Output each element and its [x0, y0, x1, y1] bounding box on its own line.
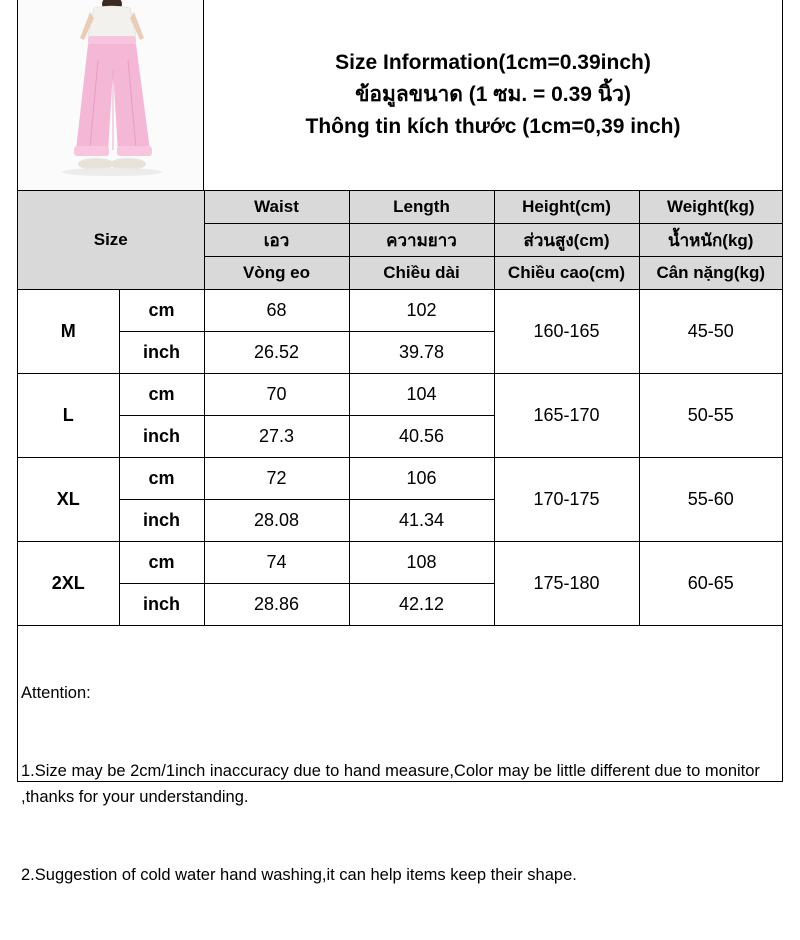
waist-cm: 72	[204, 458, 349, 500]
unit-label: cm	[119, 542, 204, 584]
length-inch: 39.78	[349, 332, 494, 374]
height-range: 170-175	[494, 458, 639, 542]
length-inch: 42.12	[349, 584, 494, 626]
size-label: M	[18, 290, 119, 374]
size-chart-sheet	[17, 0, 783, 884]
size-column-header: Size	[18, 191, 204, 290]
notes-heading: Attention:	[21, 684, 91, 702]
table-row	[18, 374, 782, 416]
waist-inch: 26.52	[204, 332, 349, 374]
col-waist-en: Waist	[204, 191, 349, 224]
attention-notes	[21, 628, 779, 940]
waist-cm: 74	[204, 542, 349, 584]
unit-label: inch	[119, 416, 204, 458]
size-info-title	[204, 0, 782, 190]
unit-label: cm	[119, 458, 204, 500]
weight-range: 60-65	[639, 542, 782, 626]
length-cm: 102	[349, 290, 494, 332]
col-waist-th: เอว	[204, 224, 349, 257]
col-weight-en: Weight(kg)	[639, 191, 782, 224]
height-range: 175-180	[494, 542, 639, 626]
size-table	[18, 190, 782, 626]
size-label: L	[18, 374, 119, 458]
col-height-en: Height(cm)	[494, 191, 639, 224]
weight-range: 55-60	[639, 458, 782, 542]
size-label: XL	[18, 458, 119, 542]
col-height-vi: Chiều cao(cm)	[494, 257, 639, 290]
length-cm: 108	[349, 542, 494, 584]
unit-label: inch	[119, 500, 204, 542]
weight-range: 50-55	[639, 374, 782, 458]
title-vietnamese: Thông tin kích thước (1cm=0,39 inch)	[305, 115, 681, 138]
length-inch: 41.34	[349, 500, 494, 542]
col-length-vi: Chiều dài	[349, 257, 494, 290]
model-pants-illustration	[18, 0, 204, 190]
height-range: 165-170	[494, 374, 639, 458]
unit-label: inch	[119, 332, 204, 374]
length-cm: 106	[349, 458, 494, 500]
waist-inch: 28.86	[204, 584, 349, 626]
table-row	[18, 542, 782, 584]
unit-label: cm	[119, 290, 204, 332]
weight-range: 45-50	[639, 290, 782, 374]
title-english: Size Information(1cm=0.39inch)	[335, 51, 651, 74]
length-cm: 104	[349, 374, 494, 416]
waist-inch: 27.3	[204, 416, 349, 458]
col-waist-vi: Vòng eo	[204, 257, 349, 290]
product-photo	[18, 0, 204, 190]
header-row-english	[18, 191, 782, 224]
note-measurement: 1.Size may be 2cm/1inch inaccuracy due to hand measure,Color may be little different due to monitor ,thanks for your understanding.	[21, 762, 765, 806]
waist-cm: 68	[204, 290, 349, 332]
col-weight-vi: Cân nặng(kg)	[639, 257, 782, 290]
size-label: 2XL	[18, 542, 119, 626]
col-length-th: ความยาว	[349, 224, 494, 257]
waist-inch: 28.08	[204, 500, 349, 542]
length-inch: 40.56	[349, 416, 494, 458]
table-row	[18, 290, 782, 332]
unit-label: cm	[119, 374, 204, 416]
unit-label: inch	[119, 584, 204, 626]
table-row	[18, 458, 782, 500]
waist-cm: 70	[204, 374, 349, 416]
col-weight-th: น้ำหนัก(kg)	[639, 224, 782, 257]
col-height-th: ส่วนสูง(cm)	[494, 224, 639, 257]
height-range: 160-165	[494, 290, 639, 374]
note-washing: 2.Suggestion of cold water hand washing,it can help items keep their shape.	[21, 866, 577, 884]
title-thai: ข้อมูลขนาด (1 ซม. = 0.39 นิ้ว)	[355, 83, 631, 106]
col-length-en: Length	[349, 191, 494, 224]
